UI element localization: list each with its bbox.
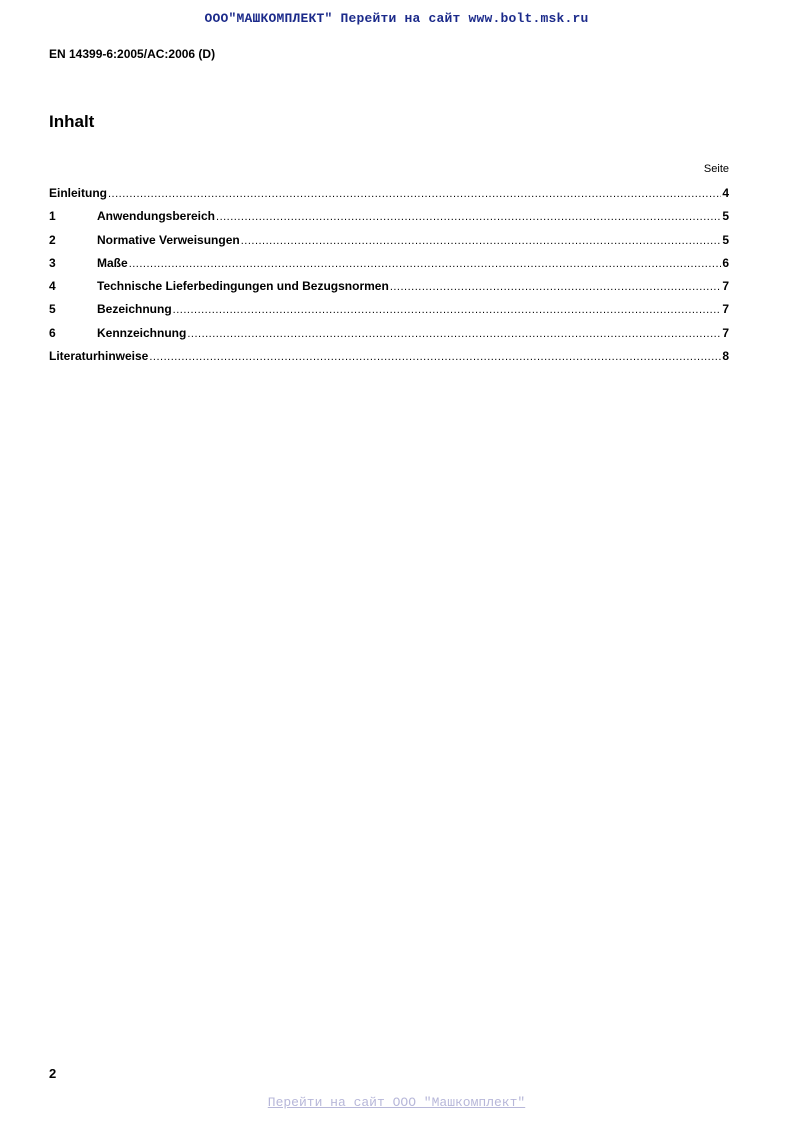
bottom-site-link[interactable]: Перейти на сайт ООО "Машкомплект" <box>267 1095 526 1110</box>
toc-entry-number: 2 <box>49 232 56 247</box>
toc-dot-leader <box>187 327 721 341</box>
toc-entry-number: 5 <box>49 302 56 317</box>
page-column-label: Seite <box>703 163 729 175</box>
toc-dot-leader <box>173 303 722 317</box>
document-id: EN 14399-6:2005/AC:2006 (D) <box>49 47 216 61</box>
toc-entry-page: 7 <box>722 279 729 294</box>
toc-entry-kennzeichnung[interactable] <box>49 323 729 346</box>
toc-entry-masse[interactable] <box>49 253 729 276</box>
toc-dot-leader <box>216 210 721 224</box>
toc-entry-page: 6 <box>722 255 729 270</box>
toc-entry-number: 4 <box>49 279 56 294</box>
toc-entry-technische-lieferbedingungen[interactable] <box>49 276 729 299</box>
toc-dot-leader <box>390 280 722 294</box>
toc-entry-literaturhinweise[interactable] <box>49 346 729 369</box>
toc-entry-title: Maße <box>97 255 128 270</box>
toc-entry-title: Einleitung <box>49 186 107 200</box>
table-of-contents <box>49 183 729 369</box>
toc-dot-leader <box>149 350 721 364</box>
toc-entry-number: 3 <box>49 255 56 270</box>
toc-entry-title: Technische Lieferbedingungen und Bezugsnormen <box>97 279 389 294</box>
top-banner-link[interactable]: ООО"МАШКОМПЛЕКТ" Перейти на сайт www.bolt.msk.ru <box>204 11 589 26</box>
toc-entry-page: 5 <box>722 209 729 224</box>
toc-entry-number: 1 <box>49 209 56 224</box>
toc-entry-title: Normative Verweisungen <box>97 232 240 247</box>
toc-entry-page: 8 <box>722 349 729 364</box>
toc-entry-page: 5 <box>722 232 729 247</box>
toc-entry-page: 7 <box>722 325 729 340</box>
toc-entry-einleitung[interactable] <box>49 183 729 206</box>
toc-entry-page: 4 <box>722 186 729 200</box>
toc-heading: Inhalt <box>49 112 95 131</box>
toc-entry-title: Anwendungsbereich <box>97 209 216 224</box>
toc-entry-normative-verweisungen[interactable] <box>49 230 729 253</box>
toc-entry-number: 6 <box>49 325 56 340</box>
toc-dot-leader <box>108 187 721 201</box>
toc-entry-title: Bezeichnung <box>97 302 172 317</box>
page-number: 2 <box>49 1066 57 1081</box>
toc-dot-leader <box>241 234 722 248</box>
toc-entry-anwendungsbereich[interactable] <box>49 206 729 229</box>
toc-entry-title: Literaturhinweise <box>49 349 149 364</box>
toc-dot-leader <box>129 257 722 271</box>
toc-entry-title: Kennzeichnung <box>97 325 187 340</box>
toc-entry-page: 7 <box>722 302 729 317</box>
toc-entry-bezeichnung[interactable] <box>49 299 729 322</box>
